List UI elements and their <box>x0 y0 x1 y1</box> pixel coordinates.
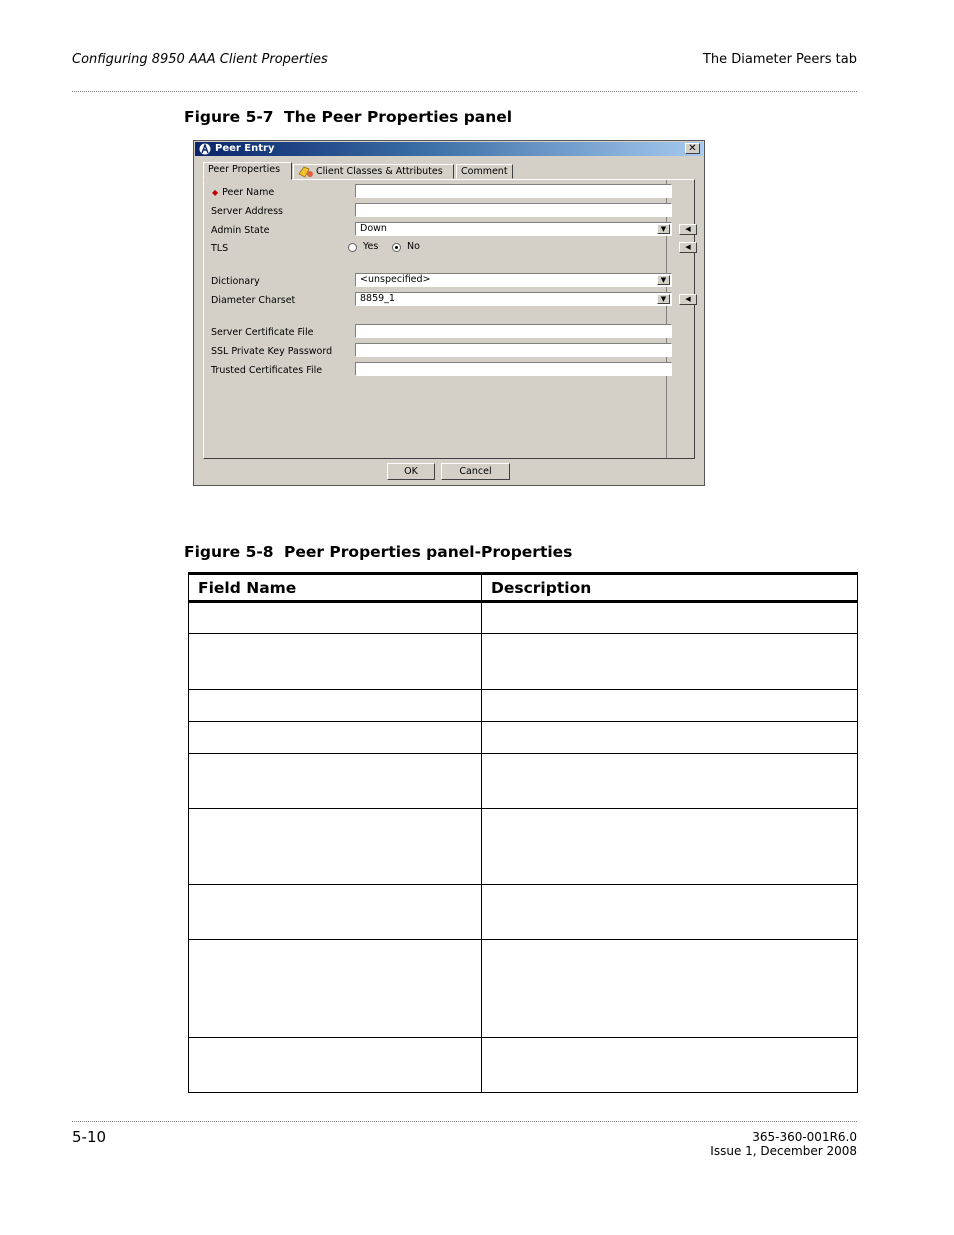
description-cell <box>482 940 858 1038</box>
figure-number: Figure 5-8 <box>184 543 274 561</box>
diameter-charset-select[interactable] <box>355 292 672 306</box>
page-number: 5-10 <box>72 1128 107 1146</box>
description-cell <box>482 602 858 634</box>
document-number: 365-360-001R6.0 <box>752 1130 857 1144</box>
admin-state-arrow-button[interactable]: ◀ <box>679 224 697 235</box>
description-cell <box>482 754 858 809</box>
description-cell <box>482 690 858 722</box>
server-certificate-label: Server Certificate File <box>211 327 314 338</box>
app-logo-icon <box>199 143 211 155</box>
server-address-label: Server Address <box>211 206 284 217</box>
diameter-charset-value: 8859_1 <box>360 293 395 304</box>
table-row <box>189 754 858 809</box>
field-cell <box>189 690 482 722</box>
diameter-charset-arrow-button[interactable]: ◀ <box>679 294 697 305</box>
description-cell <box>482 809 858 885</box>
peer-name-label <box>212 187 274 198</box>
tls-no-label: No <box>407 241 420 252</box>
cancel-button[interactable]: Cancel <box>441 463 510 480</box>
table-row <box>189 1038 858 1093</box>
description-cell <box>482 1038 858 1093</box>
trusted-certificates-label: Trusted Certificates File <box>211 365 323 376</box>
figure-title: Peer Properties panel-Properties <box>284 543 573 561</box>
column-header-description: Description <box>482 574 858 602</box>
figure-number: Figure 5-7 <box>184 108 274 126</box>
peer-properties-panel <box>203 179 695 459</box>
peer-entry-dialog <box>193 140 705 486</box>
field-cell <box>189 1038 482 1093</box>
tls-label: TLS <box>211 243 229 254</box>
field-cell <box>189 754 482 809</box>
field-cell <box>189 602 482 634</box>
column-header-field-name: Field Name <box>189 574 482 602</box>
table-row <box>189 634 858 690</box>
tab-client-classes-label: Client Classes & Attributes <box>316 166 443 177</box>
admin-state-value: Down <box>360 223 387 234</box>
header-divider <box>72 91 857 92</box>
properties-table <box>188 572 858 1093</box>
table-row <box>189 940 858 1038</box>
chevron-down-icon[interactable]: ▼ <box>657 294 670 304</box>
peer-name-label-text: Peer Name <box>222 187 275 198</box>
tab-comment[interactable]: Comment <box>456 164 513 179</box>
trusted-certificates-field[interactable] <box>355 362 672 376</box>
chevron-down-icon[interactable]: ▼ <box>657 275 670 285</box>
dialog-title: Peer Entry <box>215 143 275 154</box>
table-row <box>189 809 858 885</box>
admin-state-label: Admin State <box>211 225 270 236</box>
running-header-chapter: Configuring 8950 AAA Client Properties <box>72 52 328 67</box>
dictionary-value: <unspecified> <box>360 274 431 285</box>
table-row <box>189 602 858 634</box>
peer-name-field[interactable] <box>355 184 672 198</box>
server-address-field[interactable] <box>355 203 672 217</box>
figure-caption-5-8 <box>184 543 572 561</box>
diameter-charset-label: Diameter Charset <box>211 295 296 306</box>
tls-no-radio[interactable] <box>392 243 401 252</box>
footer-doc-info <box>710 1130 857 1158</box>
tls-yes-label: Yes <box>363 241 379 252</box>
tls-yes-radio[interactable] <box>348 243 357 252</box>
figure-title: The Peer Properties panel <box>284 108 513 126</box>
ok-button[interactable]: OK <box>387 463 435 480</box>
chevron-down-icon[interactable]: ▼ <box>657 224 670 234</box>
description-cell <box>482 634 858 690</box>
running-header-section: The Diameter Peers tab <box>702 52 857 67</box>
figure-caption-5-7 <box>184 108 512 126</box>
dialog-titlebar <box>195 142 703 156</box>
admin-state-select[interactable] <box>355 222 672 236</box>
field-cell <box>189 722 482 754</box>
close-button[interactable]: ✕ <box>685 143 700 154</box>
table-row <box>189 722 858 754</box>
ssl-key-password-field[interactable] <box>355 343 672 357</box>
tls-arrow-button[interactable]: ◀ <box>679 242 697 253</box>
classes-icon <box>298 166 314 178</box>
field-cell <box>189 940 482 1038</box>
description-cell <box>482 722 858 754</box>
tab-peer-properties[interactable]: Peer Properties <box>203 162 292 180</box>
server-certificate-field[interactable] <box>355 324 672 338</box>
field-cell <box>189 885 482 940</box>
tab-client-classes[interactable] <box>293 164 454 179</box>
table-row <box>189 690 858 722</box>
dictionary-select[interactable] <box>355 273 672 287</box>
description-cell <box>482 885 858 940</box>
dictionary-label: Dictionary <box>211 276 260 287</box>
required-marker-icon: ◆ <box>212 188 219 197</box>
footer-divider <box>72 1121 857 1122</box>
issue-date: Issue 1, December 2008 <box>710 1144 857 1158</box>
ssl-key-password-label: SSL Private Key Password <box>211 346 333 357</box>
field-cell <box>189 634 482 690</box>
field-cell <box>189 809 482 885</box>
table-row <box>189 885 858 940</box>
